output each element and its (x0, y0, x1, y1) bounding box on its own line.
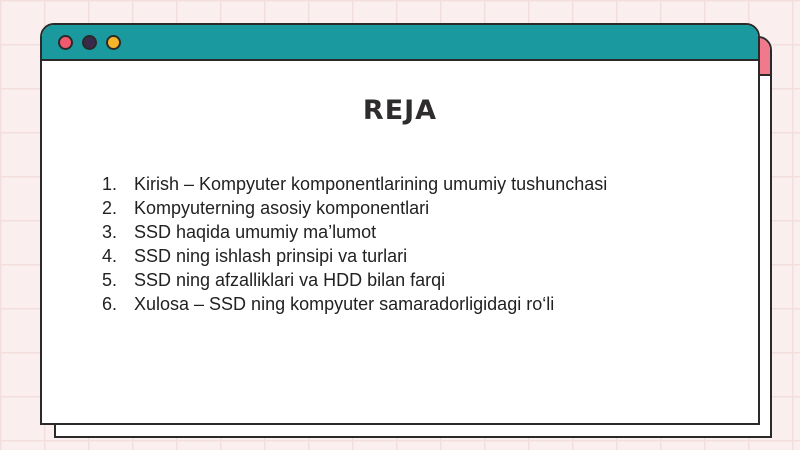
list-item-text: SSD ning afzalliklari va HDD bilan farqi (134, 270, 446, 290)
close-icon (58, 35, 73, 50)
list-item-number: 6. (102, 294, 118, 314)
list-item (102, 268, 607, 292)
list-item-text: SSD ning ishlash prinsipi va turlari (134, 246, 408, 266)
maximize-icon (106, 35, 121, 50)
list-item-text: Kirish – Kompyuter komponentlarining umumiy tushunchasi (134, 174, 608, 194)
list-item-number: 2. (102, 198, 118, 218)
slide-title: REJA (362, 95, 438, 126)
window-titlebar (42, 25, 758, 61)
agenda-list (102, 172, 607, 316)
list-item (102, 292, 607, 316)
slide-window (40, 23, 760, 425)
list-item (102, 196, 607, 220)
minimize-icon (82, 35, 97, 50)
list-item-number: 5. (102, 270, 118, 290)
list-item-text: Xulosa – SSD ning kompyuter samaradorligidagi ro‘li (134, 294, 555, 314)
list-item (102, 172, 607, 196)
list-item (102, 244, 607, 268)
list-item-number: 4. (102, 246, 118, 266)
list-item-text: Kompyuterning asosiy komponentlari (134, 198, 430, 218)
list-item-number: 1. (102, 174, 118, 194)
list-item (102, 220, 607, 244)
list-item-text: SSD haqida umumiy ma’lumot (134, 222, 377, 242)
list-item-number: 3. (102, 222, 118, 242)
